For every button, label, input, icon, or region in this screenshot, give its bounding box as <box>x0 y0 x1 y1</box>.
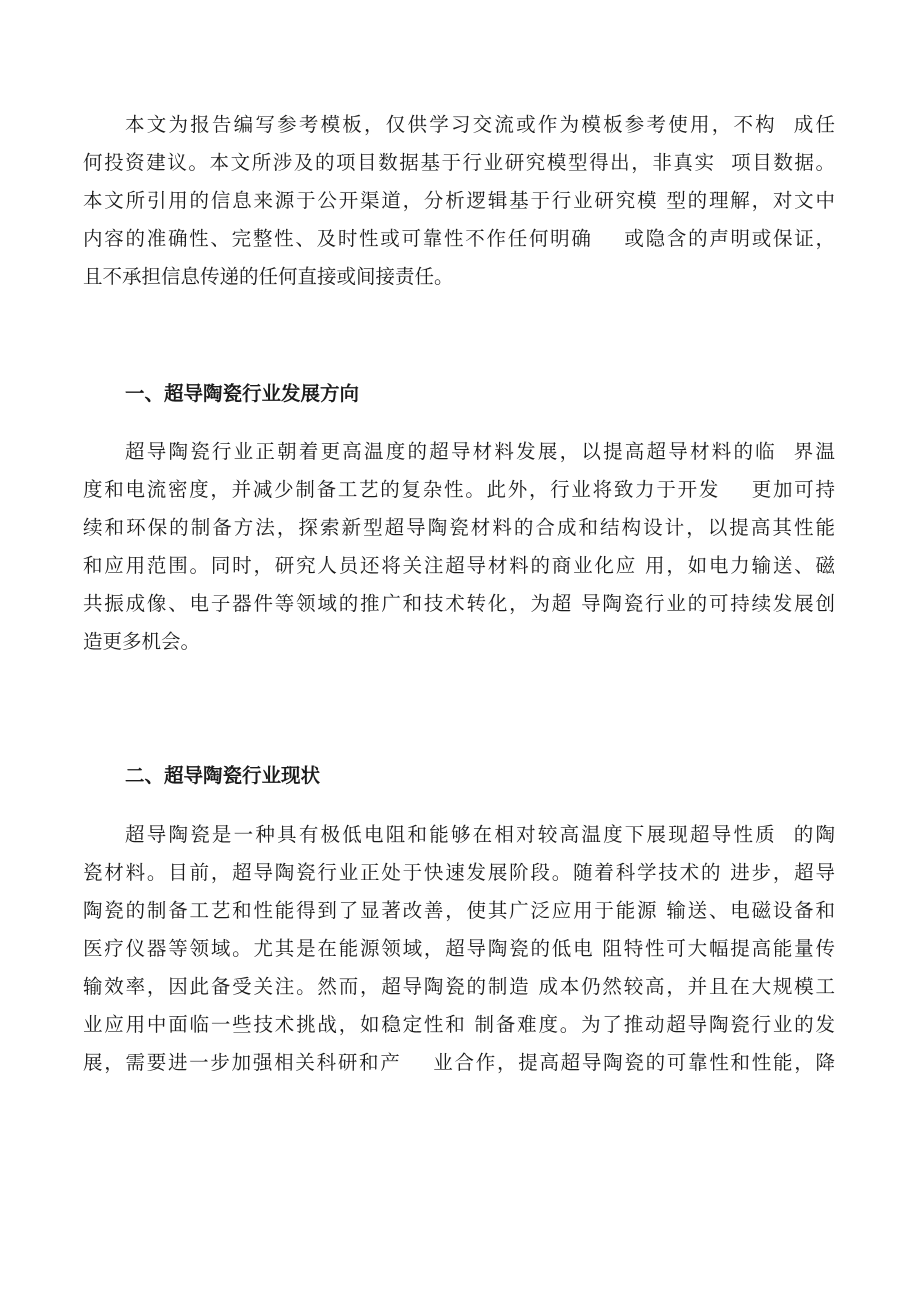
paragraph-line: 和应用范围。同时，研究人员还将关注超导材料的商业化应 用，如电力输送、磁 <box>83 554 835 577</box>
paragraph-line: 共振成像、电子器件等领域的推广和技术转化，为超 导陶瓷行业的可持续发展创 <box>83 592 835 615</box>
paragraph-line: 内容的准确性、完整性、及时性或可靠性不作任何明确 或隐含的声明或保证， <box>83 227 835 250</box>
paragraph-line: 展，需要进一步加强相关科研和产 业合作，提高超导陶瓷的可靠性和性能，降 <box>83 1051 835 1074</box>
paragraph-line: 瓷材料。目前，超导陶瓷行业正处于快速发展阶段。随着科学技术的 进步，超导 <box>83 861 835 884</box>
paragraph-line: 医疗仪器等领域。尤其是在能源领域，超导陶瓷的低电 阻特性可大幅提高能量传 <box>83 937 835 960</box>
paragraph-line: 本文为报告编写参考模板，仅供学习交流或作为模板参考使用，不构 成任 <box>125 113 835 136</box>
paragraph-line: 本文所引用的信息来源于公开渠道，分析逻辑基于行业研究模 型的理解，对文中 <box>83 189 835 212</box>
disclaimer-paragraph <box>83 106 835 296</box>
paragraph-line: 陶瓷的制备工艺和性能得到了显著改善，使其广泛应用于能源 输送、电磁设备和 <box>83 899 835 922</box>
paragraph-line: 超导陶瓷行业正朝着更高温度的超导材料发展，以提高超导材料的临 界温 <box>125 440 835 463</box>
paragraph-line: 超导陶瓷是一种具有极低电阻和能够在相对较高温度下展现超导性质 的陶 <box>125 823 835 846</box>
development-direction-paragraph <box>83 433 835 661</box>
section-heading-industry-status: 二、超导陶瓷行业现状 <box>125 764 321 787</box>
paragraph-line: 且不承担信息传递的任何直接或间接责任。 <box>83 265 454 288</box>
paragraph-line: 输效率，因此备受关注。然而，超导陶瓷的制造 成本仍然较高，并且在大规模工 <box>83 975 835 998</box>
paragraph-line: 续和环保的制备方法，探索新型超导陶瓷材料的合成和结构设计，以提高其性能 <box>83 516 835 539</box>
paragraph-line: 业应用中面临一些技术挑战，如稳定性和 制备难度。为了推动超导陶瓷行业的发 <box>83 1013 835 1036</box>
paragraph-line: 造更多机会。 <box>83 630 201 653</box>
section-heading-development-direction: 一、超导陶瓷行业发展方向 <box>125 382 360 405</box>
industry-status-paragraph <box>83 816 835 1082</box>
paragraph-line: 何投资建议。本文所涉及的项目数据基于行业研究模型得出，非真实 项目数据。 <box>83 151 835 174</box>
paragraph-line: 度和电流密度，并减少制备工艺的复杂性。此外，行业将致力于开发 更加可持 <box>83 478 835 501</box>
